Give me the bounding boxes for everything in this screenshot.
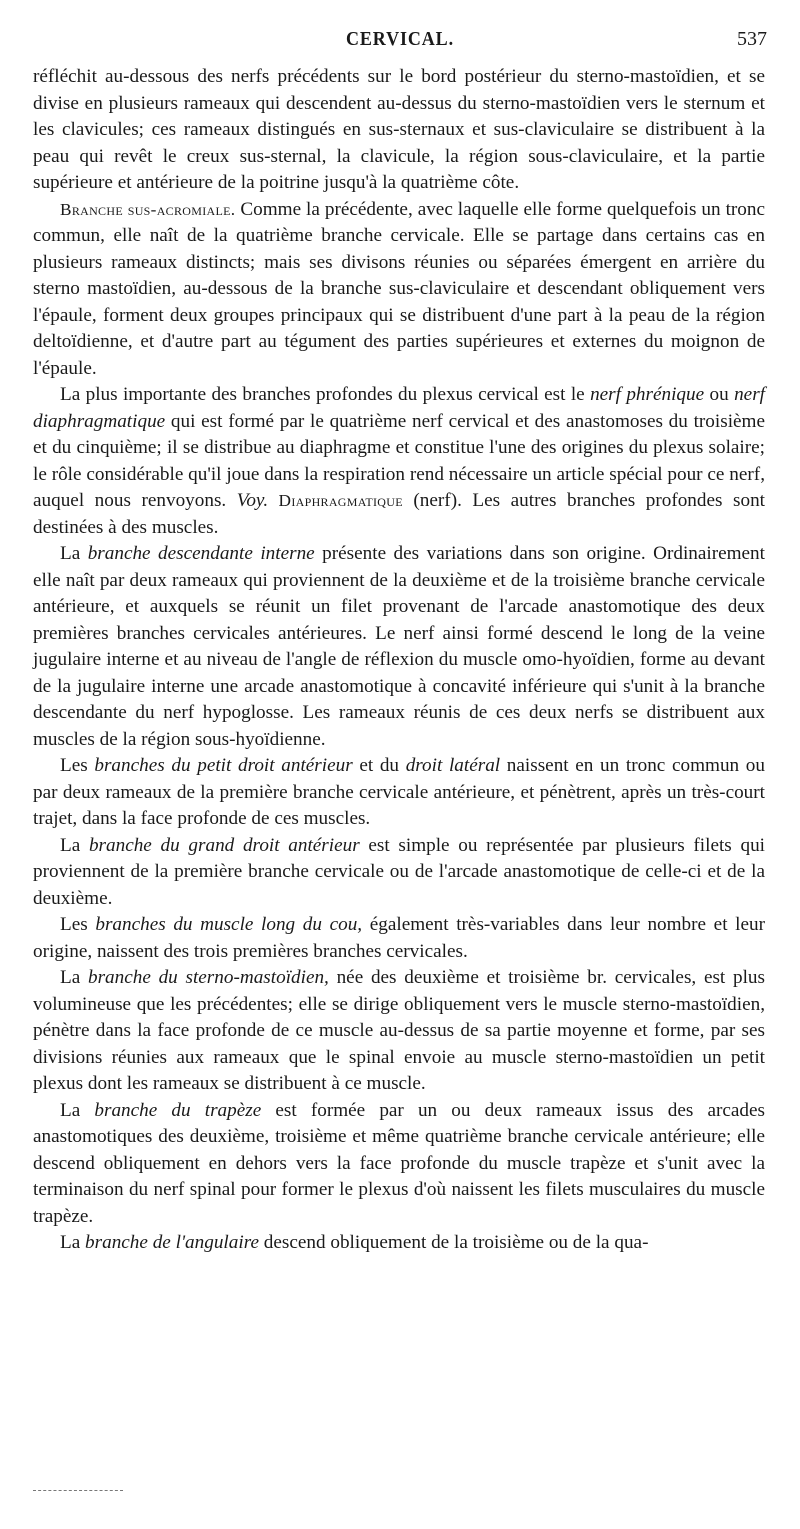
term-italic: droit latéral [405,755,501,776]
paragraph-grand-droit-anterieur: La branche du grand droit antérieur est simple ou représentée par plusieurs filets qui proviennent de la première branche cervicale ou de l'arcade anastomotique de celle-ci et de la deuxième. [33,834,765,909]
running-title: CERVICAL. [346,28,454,50]
paragraph-sterno-mastoidien: La branche du sterno-mastoïdien, née des deuxième et troisième br. cervicales, est plus volumineuse que les précédentes; elle se dirige obliquement vers le muscle sterno-mastoïdien, pénètre dans la face profonde de ce muscle au-dessus de sa partie moyenne et forme, par ses divisions réunies aux rameaux que le spinal envoie au muscle sterno-mastoïdien un petit plexus dont les rameaux se distribuent à ce muscle. [33,967,765,1094]
cross-reference-term: Diaphragmatique [268,491,403,510]
page-number: 537 [737,28,767,50]
paragraph-long-du-cou: Les branches du muscle long du cou, également très-variables dans leur nombre et leur origine, naissent des trois premières branches cervicales. [33,914,765,962]
term-italic: branche du grand droit antérieur [88,834,360,856]
running-header [33,28,767,58]
paragraph-nerf-phrenique: La plus importante des branches profondes du plexus cervical est le nerf phrénique ou nerf diaphragmatique qui est formé par le quatrième nerf cervical et des anastomoses du troisième et du cinquième; il se distribue au diaphragme et constitue l'une des origines du plexus solaire; le rôle considérable qu'il joue dans la respiration rend nécessaire un article spécial pour ce nerf, auquel nous renvoyons. Voy. Diaphragmatique (nerf). Les autres branches profondes sont destinées à des muscles. [33,384,765,538]
body-text [33,64,765,1257]
term-italic: branches du muscle long du cou, [95,914,363,935]
term-italic: branche descendante interne [87,543,315,564]
paragraph-angulaire: La branche de l'angulaire descend obliquement de la troisième ou de la qua- [60,1232,649,1253]
term-italic: branches du petit droit antérieur [94,755,353,776]
paragraph-branche-descendante-interne: La branche descendante interne présente des variations dans son origine. Ordinairement elle naît par deux rameaux qui proviennent de la deuxième et de la troisième branche cervicale antérieure, et auxquels se réunit un filet provenant de l'arcade anastomotique des deux premières branches cervicales antérieures. Le nerf ainsi formé descend le long de la veine jugulaire interne et au niveau de l'angle de réflexion du muscle omo-hyoïdien, forme au devant de la jugulaire interne une arcade anastomotique à concavité inférieure qui s'unit à la branche descendante du nerf hypoglosse. Les rameaux réunis de ces deux nerfs se distribuent aux muscles de la région sous-hyoïdienne. [33,543,765,750]
paragraph-continuation: réfléchit au-dessous des nerfs précédents sur le bord postérieur du sterno-mastoïdien, et se divise en plusieurs rameaux qui descendent au-dessus du sterno-mastoïdien vers le sternum et les clavicules; ces rameaux distingués en sus-sternaux et sus-claviculaire se distribuent à la peau qui revêt le creux sus-sternal, la clavicule, la région sous-claviculaire, et la partie supérieure et antérieure de la poitrine jusqu'à la quatrième côte. [33,66,765,193]
footer-divider [33,1490,123,1491]
term-italic: branche du trapèze [94,1099,262,1121]
term-italic: nerf diaphragmatique [33,384,765,432]
term-italic: nerf phrénique [590,384,705,405]
paragraph-branche-sus-acromiale: Branche sus-acromiale. Comme la précédente, avec laquelle elle forme quelquefois un tronc commun, elle naît de la quatrième branche cervicale. Elle se partage dans certains cas en plusieurs rameaux distincts; mais ses divisons réunies ou séparées émergent en arrière du sterno mastoïdien, au-dessous de la branche sus-claviculaire et descendant obliquement vers l'épaule, forment deux groupes principaux qui se distribuent d'une part à la peau de la région deltoïdienne, et d'autre part au tégument des parties supérieures et externes du moignon de l'épaule. [33,198,766,379]
term-italic: branche du sterno-mastoïdien, [87,967,329,988]
term-italic: branche de l'angulaire [85,1232,259,1253]
cross-reference-voy: Voy. [236,490,269,511]
paragraph-trapeze: La branche du trapèze est formée par un ou deux rameaux issus des arcades anastomotiques des deuxième, troisième et même quatrième branche cervicale antérieure; elle descend obliquement en dehors vers la face profonde du muscle trapèze et s'unit avec la terminaison du nerf spinal pour former le plexus d'où naissent les filets musculaires du muscle trapèze. [33,1099,765,1227]
section-heading: Branche sus-acromiale. [60,199,236,219]
paragraph-petit-droit-anterieur: Les branches du petit droit antérieur et du droit latéral naissent en un tronc commun ou par deux rameaux de la première branche cervicale antérieure, et pénètrent, après un très-court trajet, dans la face profonde de ces muscles. [33,755,765,829]
